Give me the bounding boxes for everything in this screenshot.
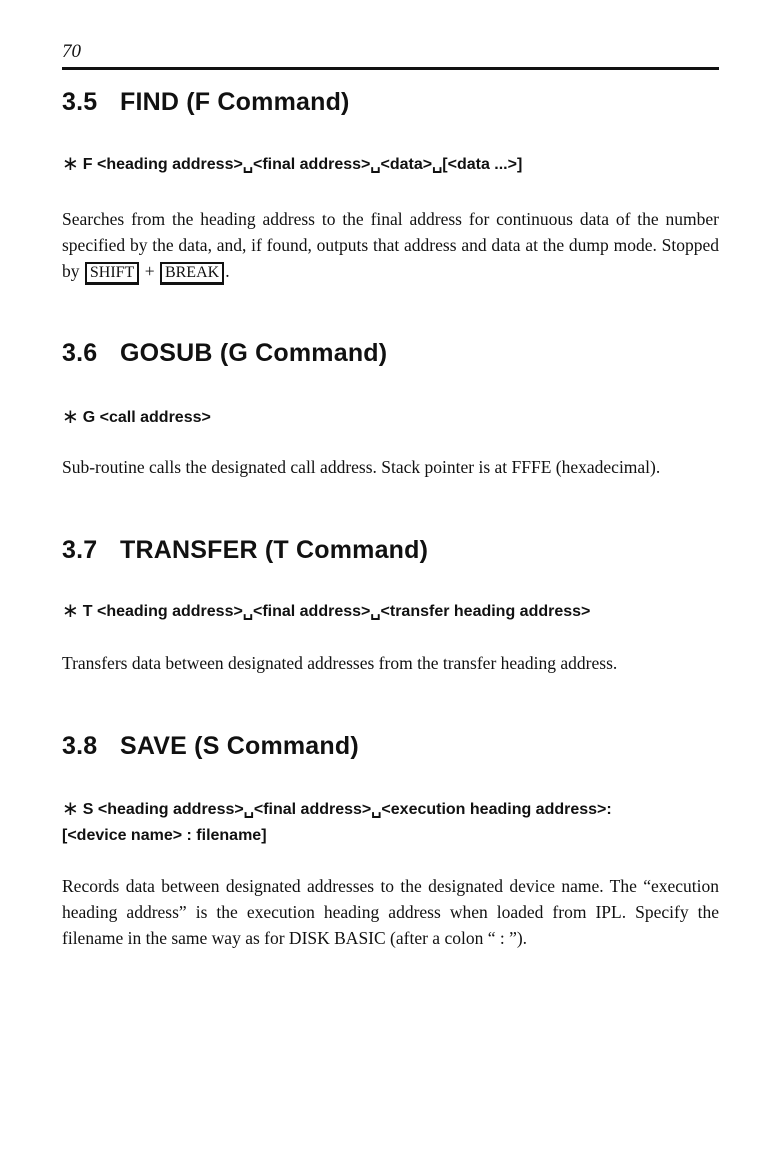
section-number: 3.7 <box>62 536 98 564</box>
syntax-gosub <box>62 404 211 431</box>
section-title-find <box>62 88 350 117</box>
syntax-line-1 <box>62 796 612 823</box>
asterisk-icon: ∗ <box>62 406 79 428</box>
section-title-transfer <box>62 536 428 565</box>
section-heading: SAVE (S Command) <box>120 732 359 760</box>
shift-key: SHIFT <box>85 262 139 285</box>
description-end: . <box>225 261 230 281</box>
description-text: Sub-routine calls the designated call address. Stack pointer is at FFFE (hexadecimal). <box>62 457 661 477</box>
description-text: Records data between designated addresses to the designated device name. The “execution heading address” is the execution heading address when loaded from IPL. Specify the filename in the same way as for DISK BASIC (after a colon “ : ”). <box>62 876 719 948</box>
section-title-save <box>62 732 359 761</box>
syntax-text: T <heading address>␣<final address>␣<transfer heading address> <box>82 603 591 620</box>
description-text: Searches from the heading address to the final address for continuous data of the number specified by the data, and, if found, outputs that address and data at the dump mode. Stopped by <box>62 209 719 281</box>
syntax-text: S <heading address>␣<final address>␣<execution heading address>: <box>82 801 612 818</box>
section-number: 3.6 <box>62 339 98 367</box>
section-heading: TRANSFER (T Command) <box>120 536 429 564</box>
break-key: BREAK <box>160 262 224 285</box>
section-number: 3.8 <box>62 732 98 760</box>
asterisk-icon: ∗ <box>62 153 79 175</box>
syntax-text: G <call address> <box>82 409 211 426</box>
description-gosub <box>62 454 719 480</box>
section-number: 3.5 <box>62 88 98 116</box>
description-save <box>62 873 719 951</box>
syntax-find <box>62 151 522 178</box>
section-title-gosub <box>62 339 387 368</box>
description-transfer <box>62 650 719 676</box>
description-text: Transfers data between designated addresses from the transfer heading address. <box>62 653 618 673</box>
plus-sign: + <box>144 261 155 281</box>
header-rule <box>62 67 719 70</box>
asterisk-icon: ∗ <box>62 600 79 622</box>
asterisk-icon: ∗ <box>62 798 79 820</box>
syntax-text: F <heading address>␣<final address>␣<data>␣[<data ...>] <box>82 156 523 173</box>
syntax-transfer <box>62 598 590 625</box>
section-heading: FIND (F Command) <box>120 88 350 116</box>
page-number: 70 <box>62 41 81 62</box>
description-find <box>62 206 719 285</box>
syntax-save <box>62 796 612 849</box>
section-heading: GOSUB (G Command) <box>120 339 388 367</box>
syntax-line-2: [<device name> : filename] <box>62 827 267 844</box>
